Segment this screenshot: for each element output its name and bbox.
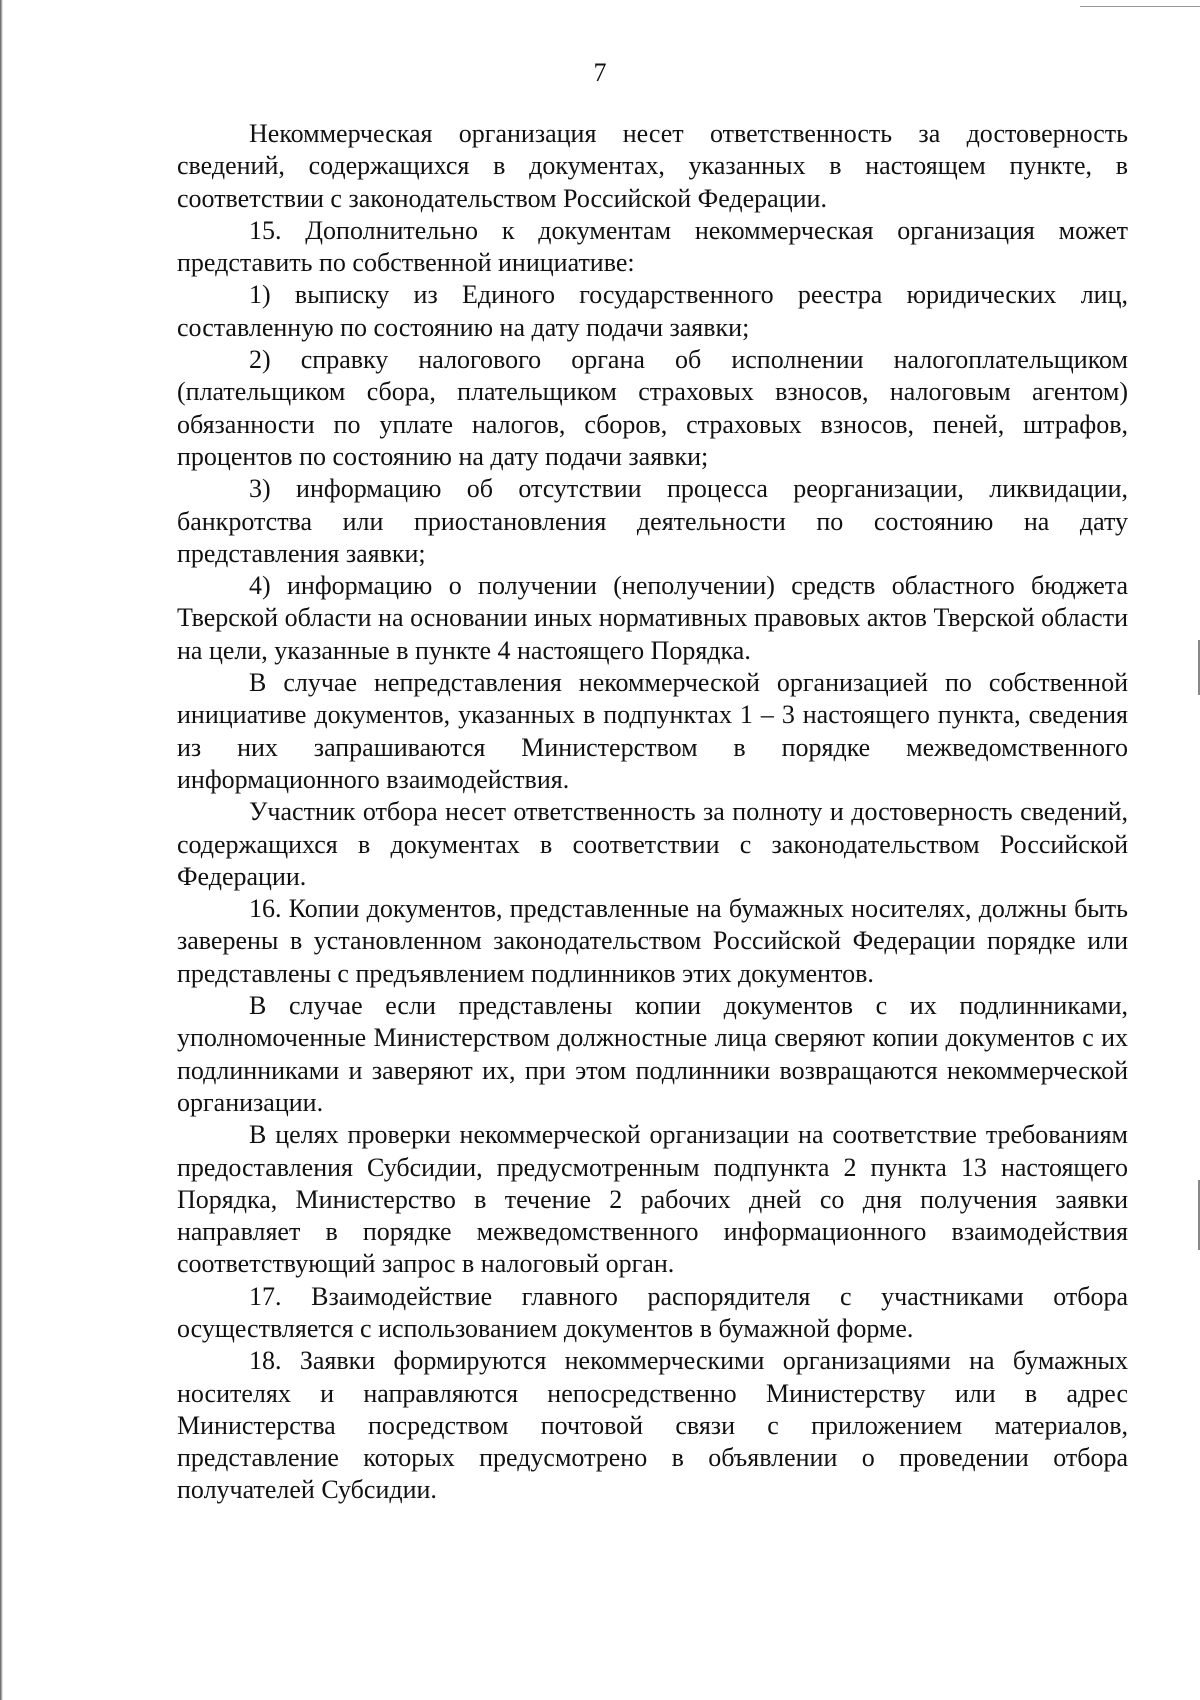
paragraph: В случае если представлены копии документов с их подлинниками, уполномоченные Министерством должностные лица сверяют копии документов с их подлинниками и заверяют их, при этом подлинники возвращаются некоммерческой организации. [177, 991, 1128, 1117]
body-text [177, 118, 1128, 1507]
paragraph: 16. Копии документов, представленные на бумажных носителях, должны быть заверены в установленном законодательством Российской Федерации порядке или представлены с предъявлением подлинников этих документов. [177, 894, 1128, 988]
paragraph: Некоммерческая организация несет ответственность за достоверность сведений, содержащихся в документах, указанных в настоящем пункте, в соответствии с законодательством Российской Федерации. [177, 119, 1128, 213]
paragraph: 4) информацию о получении (неполучении) средств областного бюджета Тверской области на основании иных нормативных правовых актов Тверской области на цели, указанные в пункте 4 настоящего Порядка. [177, 571, 1128, 665]
paragraph: В случае непредставления некоммерческой организацией по собственной инициативе документов, указанных в подпунктах 1 – 3 настоящего пункта, сведения из них запрашиваются Министерством в порядке межведомственного информационного взаимодействия. [177, 668, 1128, 794]
scan-line-top [1080, 6, 1200, 7]
paragraph: Участник отбора несет ответственность за полноту и достоверность сведений, содержащихся в документах в соответствии с законодательством Российской Федерации. [177, 797, 1128, 891]
paragraph: 1) выписку из Единого государственного реестра юридических лиц, составленную по состоянию на дату подачи заявки; [177, 280, 1128, 342]
paragraph: 18. Заявки формируются некоммерческими организациями на бумажных носителях и направляются непосредственно Министерству или в адрес Министерства посредством почтовой связи с приложением материалов, представление которых предусмотрено в объявлении о проведении отбора получателей Субсидии. [177, 1346, 1128, 1505]
paragraph: 3) информацию об отсутствии процесса реорганизации, ликвидации, банкротства или приостановления деятельности по состоянию на дату представления заявки; [177, 474, 1128, 568]
paragraph: 2) справку налогового органа об исполнении налогоплательщиком (плательщиком сбора, плательщиком страховых взносов, налоговым агентом) обязанности по уплате налогов, сборов, страховых взносов, пеней, штрафов, процентов по состоянию на дату подачи заявки; [177, 345, 1128, 471]
page-number: 7 [593, 58, 607, 87]
scan-edge-left [0, 0, 3, 1700]
paragraph: 15. Дополнительно к документам некоммерческая организация может представить по собственной инициативе: [177, 215, 1128, 278]
paragraph: 17. Взаимодействие главного распорядителя с участниками отбора осуществляется с использованием документов в бумажной форме. [177, 1281, 1128, 1343]
paragraph: В целях проверки некоммерческой организации на соответствие требованиям предоставления Субсидии, предусмотренным подпункта 2 пункта 13 настоящего Порядка, Министерство в течение 2 рабочих дней со дня получения заявки направляет в порядке межведомственного информационного взаимодействия соответствующий запрос в налоговый орган. [177, 1120, 1128, 1279]
